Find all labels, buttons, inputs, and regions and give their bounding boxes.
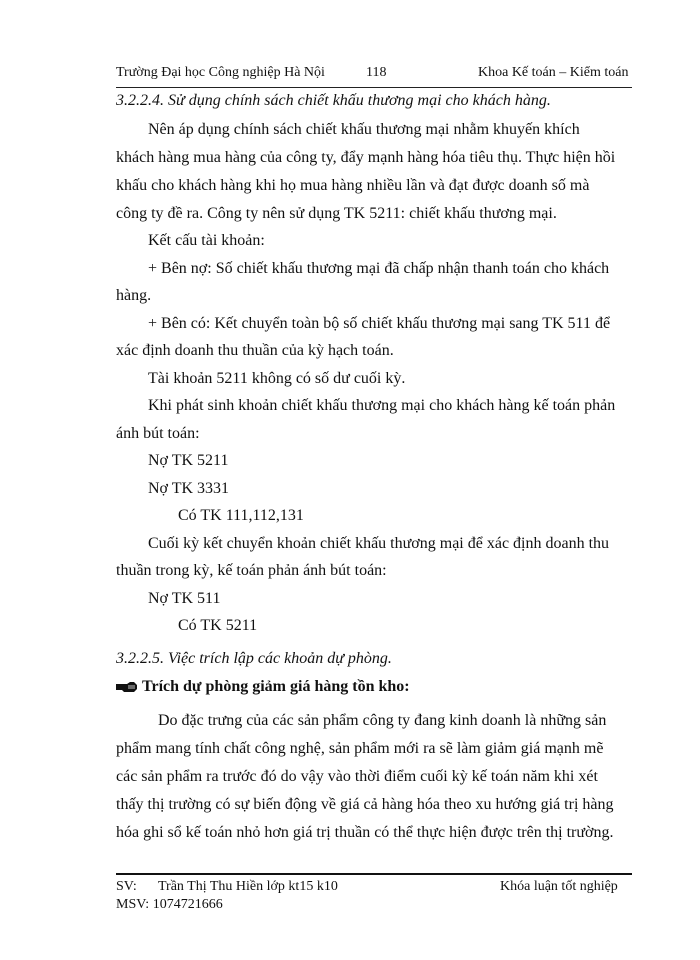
paragraph-line: khấu cho khách hàng khi họ mua hàng nhiều lần và đạt được doanh số mà: [116, 177, 590, 194]
end-period-line: Cuối kỳ kết chuyển khoản chiết khấu thương mại để xác định doanh thu: [148, 535, 610, 552]
paragraph-line: hóa ghi sổ kế toán nhỏ hơn giá trị thuần có thể thực hiện được trên thị trường.: [116, 824, 614, 841]
account-structure-label: Kết cấu tài khoản:: [148, 232, 265, 249]
hand-pointer-icon: [116, 678, 138, 696]
journal-entry-credit: Có TK 5211: [178, 617, 258, 634]
journal-entry-debit: Nợ TK 3331: [148, 480, 230, 497]
credit-side-line: xác định doanh thu thuần của kỳ hạch toán.: [116, 342, 394, 359]
paragraph-line: thấy thị trường có sự biến động về giá cả hàng hóa theo xu hướng giá trị hàng: [116, 796, 614, 813]
paragraph-line: Do đặc trưng của các sản phẩm công ty đang kinh doanh là những sản: [158, 712, 607, 729]
header-divider: [116, 87, 632, 88]
credit-side-line: + Bên có: Kết chuyển toàn bộ số chiết khấu thương mại sang TK 511 để: [148, 315, 611, 332]
paragraph-line: công ty đề ra. Công ty nên sử dụng TK 5211: chiết khấu thương mại.: [116, 205, 557, 222]
footer-student-name: Trần Thị Thu Hiền lớp kt15 k10: [158, 879, 338, 894]
no-balance-line: Tài khoản 5211 không có số dư cuối kỳ.: [148, 370, 406, 387]
journal-entry-debit: Nợ TK 511: [148, 590, 221, 607]
paragraph-line: [148, 121, 632, 139]
when-arise-line: ánh bút toán:: [116, 425, 200, 442]
debit-side-line: hàng.: [116, 287, 152, 304]
end-period-line: thuần trong kỳ, kế toán phản ánh bút toán:: [116, 562, 387, 579]
paragraph-line: khách hàng mua hàng của công ty, đẩy mạnh hàng hóa tiêu thụ. Thực hiện hồi: [116, 149, 616, 166]
paragraph-line: phẩm mang tính chất công nghệ, sản phẩm mới ra sẽ làm giảm giá mạnh mẽ: [116, 740, 604, 757]
footer-thesis-label: Khóa luận tốt nghiệp: [500, 879, 618, 894]
footer-student-id: MSV: 1074721666: [116, 897, 223, 912]
section-heading-3224: 3.2.2.4. Sử dụng chính sách chiết khấu thương mại cho khách hàng.: [116, 92, 551, 109]
debit-side-line: + Bên nợ: Số chiết khấu thương mại đã chấp nhận thanh toán cho khách: [148, 260, 610, 277]
footer-sv-label: SV:: [116, 879, 137, 894]
header-school: Trường Đại học Công nghiệp Hà Nội: [116, 65, 325, 80]
subheading-text: Trích dự phòng giảm giá hàng tồn kho:: [142, 678, 410, 695]
when-arise-line: Khi phát sinh khoản chiết khấu thương mại cho khách hàng kế toán phản: [148, 397, 616, 414]
paragraph-line-text: Nên áp dụng chính sách chiết khấu thương mại nhằm khuyến khích: [148, 121, 580, 138]
journal-entry-credit: Có TK 111,112,131: [178, 507, 304, 524]
header-faculty: Khoa Kế toán – Kiểm toán: [478, 65, 629, 80]
footer-divider: [116, 873, 632, 875]
journal-entry-debit: Nợ TK 5211: [148, 452, 229, 469]
subheading: [116, 678, 410, 696]
section-heading-3225: 3.2.2.5. Việc trích lập các khoản dự phòng.: [116, 650, 392, 667]
paragraph-line: các sản phẩm ra trước đó do vậy vào thời điểm cuối kỳ kế toán năm khi xét: [116, 768, 598, 785]
header-page-number: 118: [366, 65, 387, 80]
